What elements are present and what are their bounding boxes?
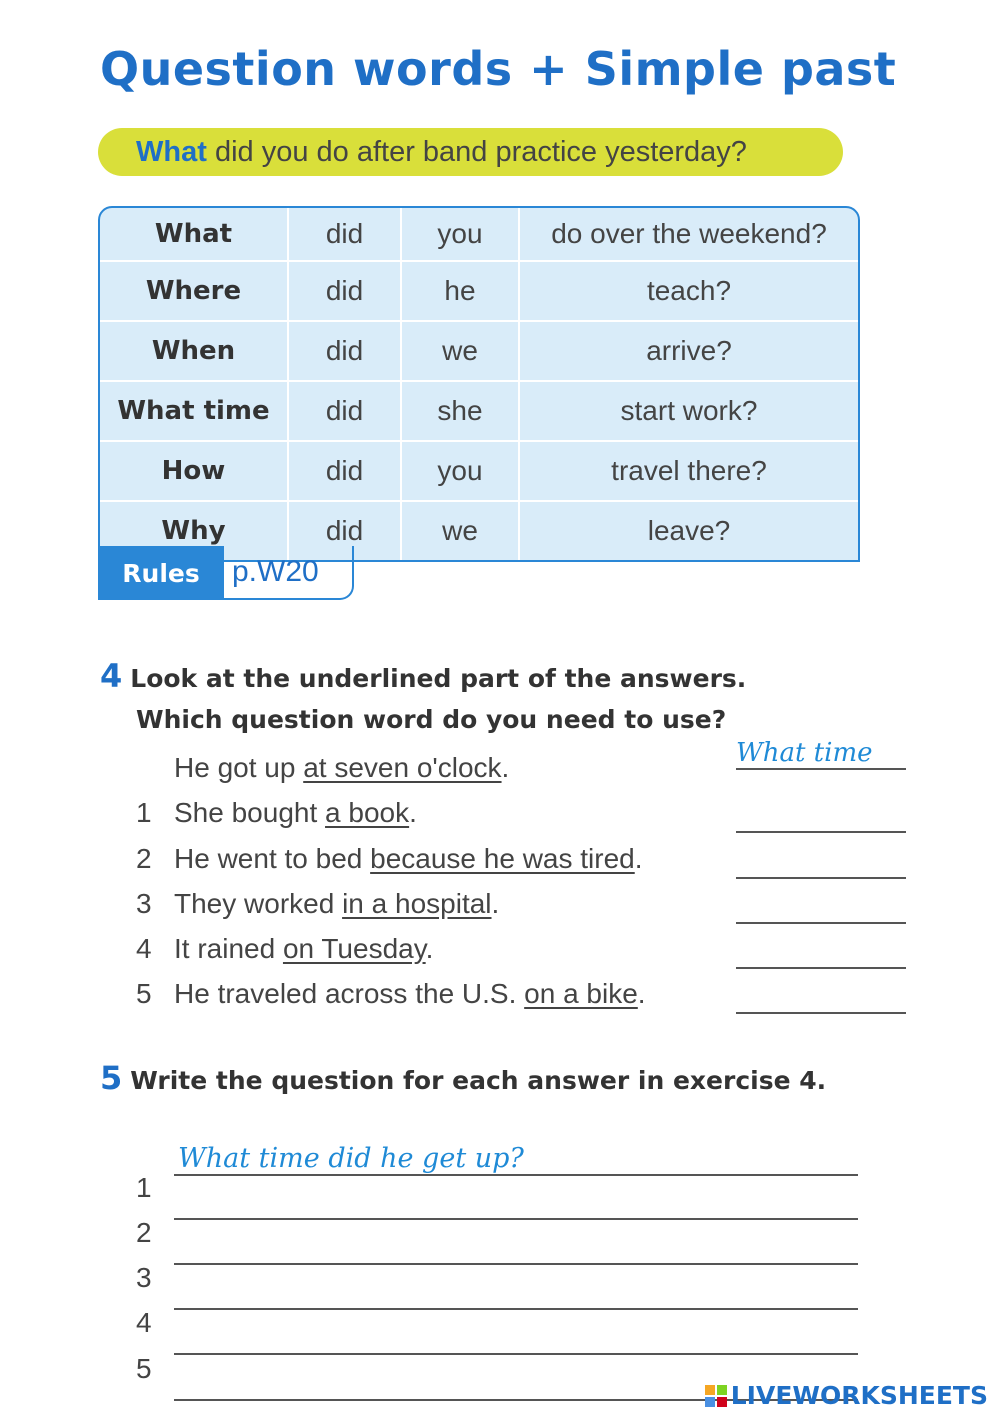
item-text	[174, 843, 643, 875]
auxiliary-cell: did	[287, 208, 400, 260]
exercise-4-item	[136, 933, 906, 973]
item-text-after: .	[409, 797, 417, 828]
answer-blank[interactable]	[736, 939, 906, 969]
answer-blank[interactable]	[736, 894, 906, 924]
exercise-4-instruction-line2: Which question word do you need to use?	[136, 705, 727, 734]
exercise-4-item	[136, 843, 906, 883]
liveworksheets-logo-icon	[705, 1385, 727, 1407]
item-text	[174, 978, 646, 1010]
underlined-part: in a hospital	[342, 888, 492, 919]
subject-cell: you	[400, 208, 518, 260]
underlined-part: on Tuesday	[282, 933, 426, 964]
rules-label: Rules	[98, 546, 224, 600]
underlined-part: a book	[325, 797, 410, 828]
auxiliary-cell: did	[287, 382, 400, 440]
line-number: 3	[136, 1262, 152, 1293]
exercise-5-answer-line[interactable]	[136, 1162, 858, 1206]
subject-cell: she	[400, 382, 518, 440]
logo-square	[705, 1397, 715, 1407]
auxiliary-cell: did	[287, 262, 400, 320]
subject-cell: he	[400, 262, 518, 320]
exercise-4-item	[136, 978, 906, 1018]
item-text	[174, 797, 417, 829]
answer-blank[interactable]	[736, 803, 906, 833]
verb-phrase-cell: do over the weekend?	[518, 208, 858, 260]
item-number: 4	[136, 933, 152, 964]
answer-blank[interactable]	[736, 984, 906, 1014]
line-number: 5	[136, 1353, 152, 1384]
question-word-cell: What	[154, 219, 233, 249]
item-text-after: .	[637, 978, 646, 1009]
line-number: 2	[136, 1217, 152, 1248]
exercise-5-answer-line[interactable]	[136, 1252, 858, 1296]
item-number: 2	[136, 843, 152, 874]
item-text	[174, 888, 499, 920]
question-word-cell: What time	[117, 396, 270, 426]
brand-name: LIVEWORKSHEETS	[730, 1381, 988, 1410]
page-title: Question words + Simple past	[100, 42, 897, 96]
grammar-row	[100, 208, 858, 260]
rules-reference[interactable]	[98, 546, 354, 600]
exercise-5-instruction: Write the question for each answer in exercise 4.	[130, 1066, 827, 1095]
item-text-before: She bought	[174, 797, 326, 828]
verb-phrase-cell: teach?	[518, 262, 858, 320]
exercise-5-answer-line[interactable]	[136, 1207, 858, 1251]
item-text-before: They worked	[174, 888, 343, 919]
example-answer: What time	[736, 738, 906, 770]
exercise-4-item	[136, 797, 906, 837]
question-word-cell: How	[161, 456, 226, 486]
exercise-5-example-line	[136, 1118, 858, 1174]
subject-cell: you	[400, 442, 518, 500]
subject-cell: we	[400, 322, 518, 380]
exercise-5-number: 5	[100, 1059, 123, 1097]
exercise-4-heading	[100, 656, 746, 740]
exercise-4-item	[136, 888, 906, 928]
answer-blank[interactable]	[736, 849, 906, 879]
item-text-after: .	[634, 843, 643, 874]
item-number: 3	[136, 888, 152, 919]
verb-phrase-cell: start work?	[518, 382, 858, 440]
question-word-cell: Where	[145, 276, 242, 306]
example-question-rest: did you do after band practice yesterday?	[214, 136, 747, 168]
example-question-word: What	[136, 136, 207, 168]
item-text-before: He got up	[174, 752, 304, 783]
question-word-cell: When	[151, 336, 236, 366]
exercise-5-answer-line[interactable]	[136, 1297, 858, 1341]
exercise-5-heading	[100, 1058, 826, 1101]
item-text-after: .	[491, 888, 500, 919]
exercise-5-example-answer: What time did he get up?	[178, 1143, 524, 1174]
underlined-part: because he was tired	[370, 843, 635, 874]
item-text-before: It rained	[174, 933, 283, 964]
example-sentence-banner	[98, 128, 843, 176]
item-text-after: .	[501, 752, 510, 783]
logo-square	[717, 1385, 727, 1395]
underlined-part: at seven o'clock	[303, 752, 502, 783]
liveworksheets-brand[interactable]	[705, 1381, 988, 1410]
verb-phrase-cell: arrive?	[518, 322, 858, 380]
exercise-4-number: 4	[100, 657, 123, 695]
line-number: 1	[136, 1172, 152, 1203]
item-number: 5	[136, 978, 152, 1009]
logo-square	[705, 1385, 715, 1395]
grammar-row	[100, 440, 858, 500]
auxiliary-cell: did	[287, 322, 400, 380]
subject-cell: we	[400, 502, 518, 560]
auxiliary-cell: did	[287, 502, 400, 560]
grammar-row	[100, 380, 858, 440]
auxiliary-cell: did	[287, 442, 400, 500]
logo-square	[717, 1397, 727, 1407]
item-text	[174, 933, 433, 965]
grammar-row	[100, 260, 858, 320]
exercise-4-example-item	[136, 738, 906, 792]
item-text-after: .	[425, 933, 434, 964]
grammar-row	[100, 320, 858, 380]
item-text-before: He went to bed	[174, 843, 371, 874]
exercise-4-instruction-line1: Look at the underlined part of the answers.	[130, 664, 747, 693]
line-number: 4	[136, 1307, 152, 1338]
grammar-table	[98, 206, 860, 562]
item-text-before: He traveled across the U.S.	[174, 978, 525, 1009]
rules-page-link[interactable]: p.W20	[224, 546, 354, 600]
verb-phrase-cell: travel there?	[518, 442, 858, 500]
example-item-text	[174, 752, 509, 784]
item-number: 1	[136, 797, 152, 828]
question-word-cell: Why	[161, 516, 226, 546]
verb-phrase-cell: leave?	[518, 502, 858, 560]
underlined-part: on a bike	[524, 978, 638, 1009]
